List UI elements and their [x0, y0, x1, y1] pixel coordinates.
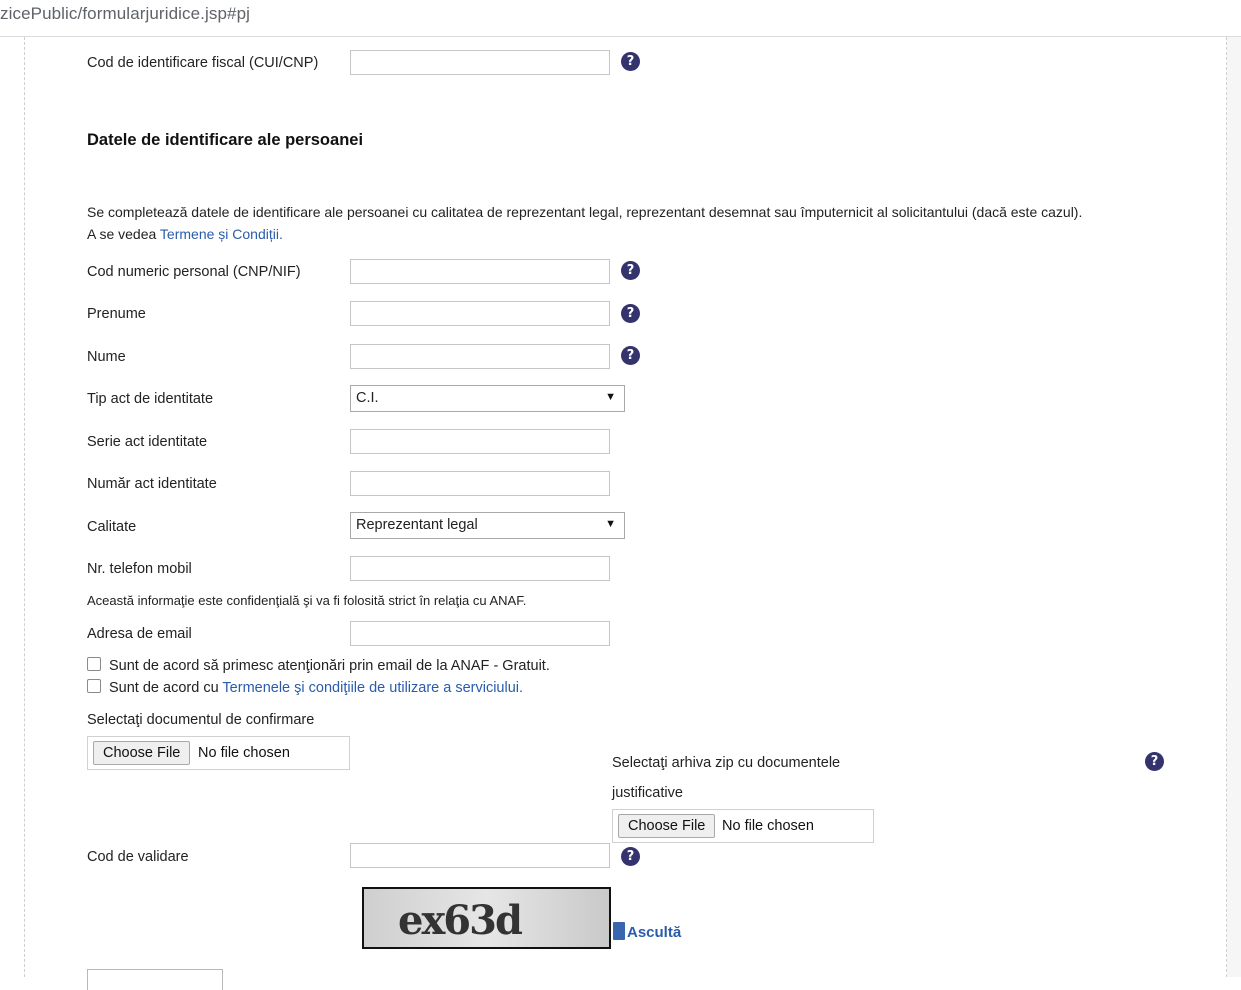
file-status: No file chosen — [722, 818, 814, 834]
listen-label: Ascultă — [627, 924, 682, 941]
chevron-down-icon: ▼ — [605, 518, 616, 530]
choose-file-button[interactable]: Choose File — [93, 741, 190, 765]
choose-file-button[interactable]: Choose File — [618, 814, 715, 838]
captcha-text: ex63d — [398, 897, 521, 944]
validation-input[interactable] — [350, 843, 610, 868]
chevron-down-icon: ▼ — [605, 391, 616, 403]
consent-terms-checkbox[interactable] — [87, 679, 101, 693]
serie-input[interactable] — [350, 429, 610, 454]
tip-act-label: Tip act de identitate — [87, 391, 214, 407]
cnp-input[interactable] — [350, 259, 610, 284]
numar-input[interactable] — [350, 471, 610, 496]
prenume-label: Prenume — [87, 306, 146, 322]
address-bar[interactable] — [0, 0, 1241, 37]
zip-label-line1: Selectaţi arhiva zip cu documentele — [612, 755, 841, 771]
confidential-note: Această informaţie este confidenţială şi va fi folosită strict în relaţia cu ANAF. — [87, 593, 527, 608]
file-status: No file chosen — [198, 745, 290, 761]
serie-label: Serie act identitate — [87, 434, 208, 450]
validation-label: Cod de validare — [87, 849, 189, 865]
email-label: Adresa de email — [87, 626, 192, 642]
zip-file-input[interactable] — [612, 809, 874, 843]
intro-paragraph — [87, 201, 1197, 245]
cnp-label: Cod numeric personal (CNP/NIF) — [87, 264, 301, 280]
telefon-label: Nr. telefon mobil — [87, 561, 192, 577]
numar-label: Număr act identitate — [87, 476, 217, 492]
help-icon[interactable]: ? — [621, 304, 640, 323]
help-icon[interactable]: ? — [621, 52, 640, 71]
url-text[interactable]: zicePublic/formularjuridice.jsp#pj — [0, 4, 250, 23]
submit-button[interactable] — [87, 969, 223, 990]
scrollbar[interactable] — [1227, 37, 1241, 977]
help-icon[interactable]: ? — [621, 847, 640, 866]
consent-terms-prefix: Sunt de acord cu — [109, 680, 219, 696]
prenume-input[interactable] — [350, 301, 610, 326]
section-title: Datele de identificare ale persoanei — [87, 131, 364, 149]
intro-see-line — [87, 223, 1197, 245]
help-icon[interactable]: ? — [621, 346, 640, 365]
calitate-value: Reprezentant legal — [356, 517, 478, 533]
email-input[interactable] — [350, 621, 610, 646]
doc-label: Selectaţi documentul de confirmare — [87, 712, 315, 728]
help-icon[interactable]: ? — [621, 261, 640, 280]
listen-audio-link[interactable] — [613, 922, 681, 941]
help-icon[interactable]: ? — [1145, 752, 1164, 771]
terms-link[interactable]: Termene și Condiții. — [159, 226, 283, 242]
consent-terms-line — [109, 680, 523, 696]
cui-label: Cod de identificare fiscal (CUI/CNP) — [87, 55, 319, 71]
zip-label-line2: justificative — [612, 785, 683, 801]
nume-label: Nume — [87, 349, 126, 365]
calitate-label: Calitate — [87, 519, 137, 535]
tip-act-select[interactable] — [350, 385, 625, 412]
captcha-image — [362, 887, 611, 949]
cui-input[interactable] — [350, 50, 610, 75]
tip-act-value: C.I. — [356, 390, 379, 406]
intro-see-text: A se vedea — [87, 226, 157, 242]
speaker-icon — [613, 922, 625, 940]
consent-email-label: Sunt de acord să primesc atenţionări prin email de la ANAF - Gratuit. — [109, 658, 550, 674]
intro-text: Se completează datele de identificare ale persoanei cu calitatea de reprezentant legal, reprezentant desemnat sau împuternicit al solicitantului (dacă este cazul). — [87, 204, 1083, 220]
nume-input[interactable] — [350, 344, 610, 369]
consent-email-checkbox[interactable] — [87, 657, 101, 671]
telefon-input[interactable] — [350, 556, 610, 581]
calitate-select[interactable] — [350, 512, 625, 539]
consent-terms-link[interactable]: Termenele şi condiţiile de utilizare a serviciului. — [222, 680, 524, 696]
doc-file-input[interactable] — [87, 736, 350, 770]
